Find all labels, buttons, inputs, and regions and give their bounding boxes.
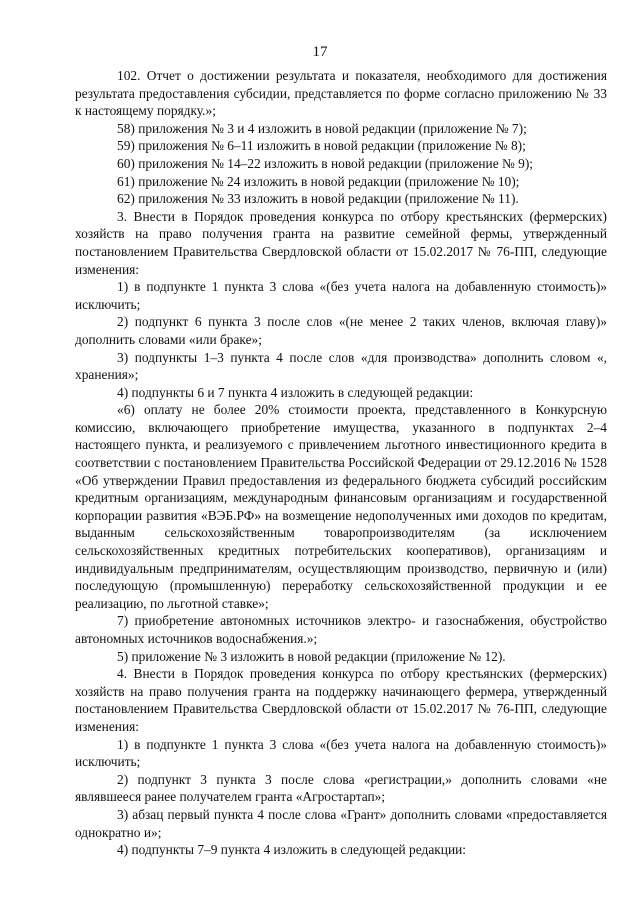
paragraph-item-61: 61) приложение № 24 изложить в новой редакции (приложение № 10); bbox=[117, 173, 520, 189]
paragraph-item-60: 60) приложения № 14–22 изложить в новой редакции (приложение № 9); bbox=[117, 155, 534, 171]
paragraph-s4-item-1: 1) в подпункте 1 пункта 3 слова «(без учета налога на добавленную стоимость)» исключить; bbox=[75, 736, 607, 770]
paragraph-s3-item-3: 3) подпункты 1–3 пункта 4 после слов «для производства» дополнить словом «, хранения»; bbox=[75, 349, 607, 383]
paragraph-section-3: 3. Внести в Порядок проведения конкурса по отбору крестьянских (фермерских) хозяйств на право получения гранта на развитие семейной фермы, утвержденный постановлением Правительства Свердловской области от 15.02.2017 № 76-ПП, следующие изменения: bbox=[75, 208, 607, 277]
paragraph-s4-item-3: 3) абзац первый пункта 4 после слова «Грант» дополнить словами «предоставляется однократно и»; bbox=[75, 806, 607, 840]
paragraph-s3-item-5: 5) приложение № 3 изложить в новой редакции (приложение № 12). bbox=[117, 648, 506, 664]
paragraph-s3-item-4: 4) подпункты 6 и 7 пункта 4 изложить в следующей редакции: bbox=[117, 384, 474, 400]
document-body bbox=[75, 67, 607, 859]
paragraph-item-58: 58) приложения № 3 и 4 изложить в новой редакции (приложение № 7); bbox=[117, 120, 527, 136]
paragraph-s4-item-2: 2) подпункт 3 пункта 3 после слова «регистрации,» дополнить словами «не являвшееся ранее получателем гранта «Агростартап»; bbox=[75, 771, 607, 805]
paragraph-s3-item-2: 2) подпункт 6 пункта 3 после слов «(не менее 2 таких членов, включая главу)» дополнить словами «или браке»; bbox=[75, 314, 607, 347]
paragraph-s3-quote-6: «6) оплату не более 20% стоимости проекта, представленного в Конкурсную комиссию, включающего приобретение имущества, указанного в подпунктах 2–4 настоящего пункта, и реализуемого с привлечением льготного инвестиционного кредита в соответствии с постановлением Правительства Российской Федерации от 29.12.2016 № 1528 «Об утверждении Правил предоставления из федерального бюджета субсидий российским кредитным организациям, международным финансовым организациям и государственной корпорации развития «ВЭБ.РФ» на возмещение недополученных ими доходов по кредитам, выданным сельскохозяйственным товаропроизводителям (за исключением сельскохозяйственных кредитных потребительских кооперативов), организациям и индивидуальным предпринимателям, осуществляющим производство, первичную и (или) последующую (промышленную) переработку сельскохозяйственной продукции и ее реализацию, по льготной ставке»; bbox=[75, 402, 607, 611]
paragraph-s3-item-1: 1) в подпункте 1 пункта 3 слова «(без учета налога на добавленную стоимость)» исключить; bbox=[75, 279, 607, 312]
paragraph-102-report: 102. Отчет о достижении результата и показателя, необходимого для достижения результата предоставления субсидии, представляется по форме согласно приложению № 33 к настоящему порядку.»; bbox=[75, 68, 607, 119]
paragraph-s3-quote-7: 7) приобретение автономных источников электро- и газоснабжения, обустройство автономных источников водоснабжения.»; bbox=[75, 613, 607, 646]
paragraph-item-62: 62) приложения № 33 изложить в новой редакции (приложение № 11). bbox=[117, 191, 519, 207]
paragraph-s4-item-4: 4) подпункты 7–9 пункта 4 изложить в следующей редакции: bbox=[117, 842, 466, 858]
paragraph-item-59: 59) приложения № 6–11 изложить в новой редакции (приложение № 8); bbox=[117, 138, 526, 154]
page-number: 17 bbox=[312, 44, 328, 60]
paragraph-section-4: 4. Внести в Порядок проведения конкурса по отбору крестьянских (фермерских) хозяйств на право получения гранта на поддержку начинающего фермера, утвержденный постановлением Правительства Свердловской области от 15.02.2017 № 76-ПП, следующие изменения: bbox=[75, 666, 607, 734]
